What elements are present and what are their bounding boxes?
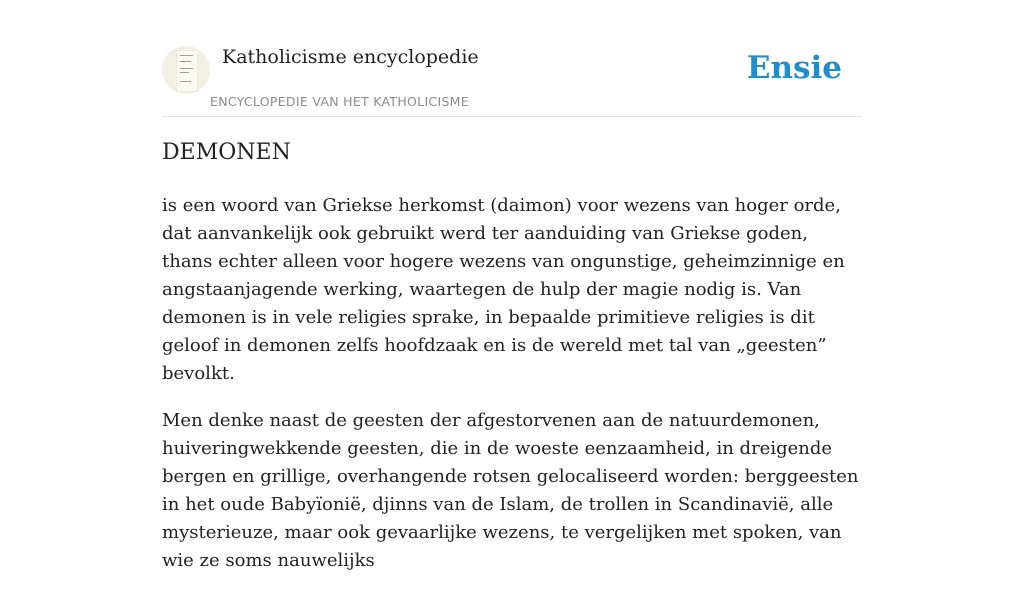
encyclopedia-cover-thumbnail[interactable] (162, 46, 210, 94)
article-headword: DEMONEN (162, 140, 291, 165)
site-subtitle: ENCYCLOPEDIE VAN HET KATHOLICISME (210, 94, 469, 109)
cover-page-image (176, 50, 198, 92)
article-paragraph: Men denke naast de geesten der afgestorvenen aan de natuurdemonen, huiveringwekkende geesten, die in de woeste eenzaamheid, in dreigende bergen en grillige, overhangende rotsen gelocaliseerd worden: berggeesten in het oude Babyïonië, djinns van de Islam, de trollen in Scandinavië, alle mysterieuze, maar ook gevaarlijke wezens, te vergelijken met spoken, van wie ze soms nauwelijks (162, 410, 859, 571)
article-body (162, 192, 862, 594)
site-title[interactable]: Katholicisme encyclopedie (222, 46, 479, 68)
article-paragraph: is een woord van Griekse herkomst (daimon) voor wezens van hoger orde, dat aanvankelijk ook gebruikt werd ter aanduiding van Griekse goden, thans echter alleen voor hogere wezens van ongunstige, geheimzinnige en angstaanjagende werking, waartegen de hulp der magie nodig is. Van demonen is in vele religies sprake, in bepaalde primitieve religies is dit geloof in demonen zelfs hoofdzaak en is de wereld met tal van „geesten” bevolkt. (162, 195, 845, 384)
site-header (162, 44, 862, 117)
ensie-logo-link[interactable]: Ensie (746, 50, 842, 86)
